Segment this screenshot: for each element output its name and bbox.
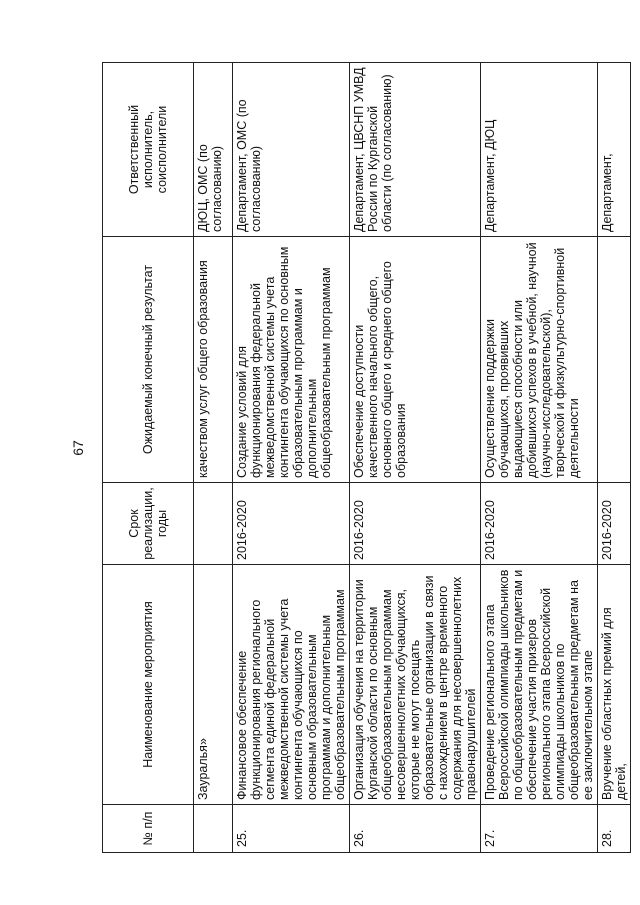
cell-name: Финансовое обеспечение функционирования регионального сегмента единой федеральной межведомственной системы учета контингента обучающихся по основным образовательным программам и дополнительным общеобразовательным программам [233, 565, 350, 805]
cell-result: качеством услуг общего образования [194, 237, 233, 483]
measures-table [102, 62, 631, 853]
header-term: Срок реализации, годы [103, 483, 194, 565]
cell-num: 25. [233, 805, 350, 853]
cell-name: Проведение регионального этапа Всероссийской олимпиады школьников по общеобразовательным предметам и обеспечение участия призеров регионального этапа Всероссийской олимпиады школьников по общеобразовательным предметам на ее заключительном этапе [481, 565, 598, 805]
header-name: Наименование мероприятия [103, 565, 194, 805]
cell-responsible: ДЮЦ, ОМС (по согласованию) [194, 63, 233, 237]
cell-name: Организация обучения на территории Курганской области по основным общеобразовательным программам несовершеннолетних обучающихся, которые не могут посещать образовательные организации в связи с нахождением в центре временного содержания для несовершеннолетних правонарушителей [350, 565, 481, 805]
cell-term: 2016-2020 [350, 483, 481, 565]
page-number: 67 [69, 440, 86, 456]
table-row [598, 63, 631, 853]
cell-name: Вручение областных премий для детей, [598, 565, 631, 805]
cell-result: Создание условий для функционирования федеральной межведомственной системы учета контингента обучающихся по основным образовательным программам и дополнительным общеобразовательным программам [233, 237, 350, 483]
cell-term: 2016-2020 [481, 483, 598, 565]
header-responsible: Ответственный исполнитель, соисполнители [103, 63, 194, 237]
cell-responsible: Департамент, ОМС (по согласованию) [233, 63, 350, 237]
rotated-table-container [102, 63, 640, 853]
cell-term: 2016-2020 [598, 483, 631, 565]
cell-num: 26. [350, 805, 481, 853]
cell-result [598, 237, 631, 483]
table-row [481, 63, 598, 853]
table-row [194, 63, 233, 853]
table-row [233, 63, 350, 853]
cell-responsible: Департамент, ЦВСНП УМВД России по Курганской области (по согласованию) [350, 63, 481, 237]
cell-term: 2016-2020 [233, 483, 350, 565]
cell-num: 28. [598, 805, 631, 853]
cell-num [194, 805, 233, 853]
cell-result: Осуществление поддержки обучающихся, проявивших выдающиеся способности или добившихся успехов в учебной, научной (научно-исследовательской), творческой и физкультурно-спортивной деятельности [481, 237, 598, 483]
table-header-row [103, 63, 194, 853]
header-result: Ожидаемый конечный результат [103, 237, 194, 483]
cell-result: Обеспечение доступности качественного начального общего, основного общего и среднего общего образования [350, 237, 481, 483]
table-row [350, 63, 481, 853]
cell-num: 27. [481, 805, 598, 853]
cell-responsible: Департамент, [598, 63, 631, 237]
header-num: № п/п [103, 805, 194, 853]
cell-name: Зауралья» [194, 565, 233, 805]
cell-term [194, 483, 233, 565]
cell-responsible: Департамент, ДЮЦ [481, 63, 598, 237]
